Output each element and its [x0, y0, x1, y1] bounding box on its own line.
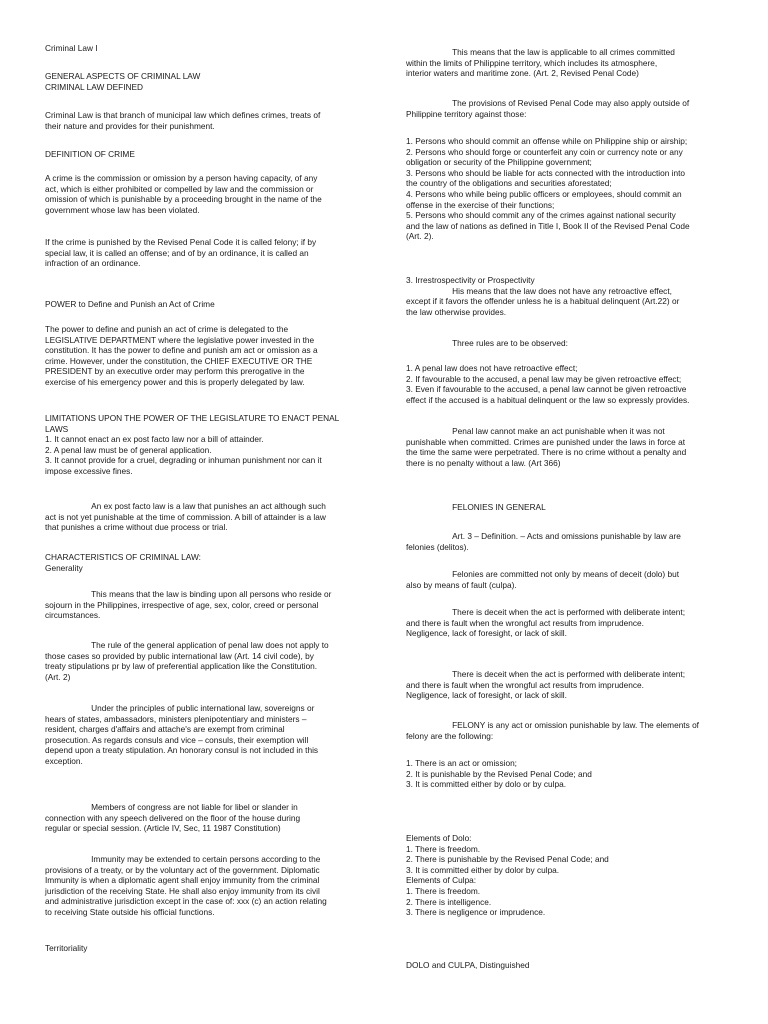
paragraph-three-rules: Three rules are to be observed: — [406, 338, 568, 348]
paragraph-deceit-2: There is deceit when the act is performed with deliberate intent; and there is fault when the wrongful act results from imprudence. Negligence, lack of foresight, or lack of skill. — [406, 669, 686, 701]
paragraph-territoriality: This means that the law is applicable to all crimes committed within the limits of Philippine territory, which includes its atmosphere, interior waters and maritime zone. (Art. 2, Revised Penal Code) — [406, 47, 675, 79]
section-heading-characteristics: CHARACTERISTICS OF CRIMINAL LAW: Generality — [45, 552, 201, 573]
paragraph-general-application: The rule of the general application of penal law does not apply to those cases so provided by public international law (Art. 14 civil code), by treaty stipulations pr by law of preferential application like the Constitution. (Art. 2) — [45, 640, 329, 682]
paragraph-deceit-1: There is deceit when the act is performed with deliberate intent; and there is fault when the wrongful act results from imprudence. Negligence, lack of foresight, or lack of skill. — [406, 607, 686, 639]
paragraph-power: The power to define and punish an act of crime is delegated to the LEGISLATIVE DEPARTMENT where the legislative power invested in the constitution. It has the power to define and punish am act or omission as a crime. However, under the constitution, the CHIEF EXECUTIVE OR THE PRESIDENT by an executive order may perform this prerogative in the exercise of his emergency power and this is properly delegated by law. — [45, 324, 318, 387]
paragraph-crime-definition: A crime is the commission or omission by a person having capacity, of any act, which is either prohibited or compelled by law and the commission or omission of which is punishable by a proceeding brought in the name of the government whose law has been violated. — [45, 173, 322, 215]
list-felony-elements: 1. There is an act or omission; 2. It is punishable by the Revised Penal Code; and 3. It is committed either by dolo or by culpa. — [406, 758, 592, 790]
section-heading-territoriality: Territoriality — [45, 943, 88, 953]
paragraph-art-3: Art. 3 – Definition. – Acts and omissions punishable by law are felonies (delitos). — [406, 531, 681, 552]
paragraph-felony-offense: If the crime is punished by the Revised Penal Code it is called felony; if by special law, it is called an offense; and of by an ordinance, it is called an infraction of an ordinance. — [45, 237, 317, 269]
paragraph-felony-elements: FELONY is any act or omission punishable by law. The elements of felony are the following: — [406, 720, 699, 741]
section-heading-power: POWER to Define and Punish an Act of Crime — [45, 299, 215, 309]
paragraph-members-of-congress: Members of congress are not liable for libel or slander in connection with any speech delivered on the floor of the house during regular or special session. (Article IV, Sec, 11 1987 Constitution) — [45, 802, 301, 834]
section-limitations: LIMITATIONS UPON THE POWER OF THE LEGISLATURE TO ENACT PENAL LAWS 1. It cannot enact an ex post facto law nor a bill of attainder. 2. A penal law must be of general application. 3. It cannot provide for a cruel, degrading or inhuman punishment nor can it impose excessive fines. — [45, 413, 340, 476]
paragraph-criminal-law-definition: Criminal Law is that branch of municipal law which defines crimes, treats of their nature and provides for their punishment. — [45, 110, 321, 131]
list-elements-dolo-culpa: Elements of Dolo: 1. There is freedom. 2. There is punishable by the Revised Penal Code; and 3. It is committed either by dolor by culpa. Elements of Culpa: 1. There is freedom. 2. There is intelligence. 3. There is negligence or imprudence. — [406, 833, 609, 918]
section-heading-felonies: FELONIES IN GENERAL — [406, 502, 546, 512]
section-heading-dolo-culpa: DOLO and CULPA, Distinguished — [406, 960, 530, 970]
section-heading-definition-of-crime: DEFINITION OF CRIME — [45, 149, 135, 159]
document-title: Criminal Law I — [45, 43, 98, 53]
list-persons: 1. Persons who should commit an offense while on Philippine ship or airship; 2. Persons who should forge or counterfeit any coin or currency note or any obligation or security of the Philippine government; 3. Persons who should be liable for acts connected with the introduction into the country of the obligations and securities aforestated; 4. Persons who while being public officers or employees, should commit an offense in the exercise of their functions; 5. Persons who should commit any of the crimes against national security and the law of nations as defined in Title I, Book II of the Revised Penal Code (Art. 2). — [406, 136, 690, 242]
section-heading-general-aspects: GENERAL ASPECTS OF CRIMINAL LAW CRIMINAL LAW DEFINED — [45, 71, 201, 92]
paragraph-felonies-committed: Felonies are committed not only by means of deceit (dolo) but also by means of fault (culpa). — [406, 569, 680, 590]
paragraph-immunity: Immunity may be extended to certain persons according to the provisions of a treaty, or by the voluntary act of the government. Diplomatic Immunity is when a diplomatic agent shall enjoy immunity from the criminal jurisdiction of the receiving State. He shall also enjoy immunity from its civil and administrative jurisdiction except in the case of: xxx (c) an action relating to receiving State outside his official functions. — [45, 854, 327, 917]
paragraph-outside-territory: The provisions of Revised Penal Code may also apply outside of Philippine territory against those: — [406, 98, 690, 119]
paragraph-ex-post-facto: An ex post facto law is a law that punishes an act although such act is not yet punishable at the time of commission. A bill of attainder is a law that punishes a crime without due process or trial. — [45, 501, 326, 533]
paragraph-generality: This means that the law is binding upon all persons who reside or sojourn in the Philippines, irrespective of age, sex, color, creed or personal circumstances. — [45, 589, 332, 621]
list-rules: 1. A penal law does not have retroactive effect; 2. If favourable to the accused, a penal law may be given retroactive effect; 3. Even if favourable to the accused, a penal law cannot be given retroactive effect if the accused is a habitual delinquent or the law so expressly provides. — [406, 363, 690, 405]
paragraph-international-law: Under the principles of public international law, sovereigns or hears of states, ambassadors, ministers plenipotentiary and ministers – resident, charges d'affairs and attache's are exempt from criminal prosecution. As regards consuls and vice – consuls, their exemption will depend upon a treaty stipulation. An honorary consul is not included in this exception. — [45, 703, 319, 766]
section-irretrospectivity: 3. Irrestrospectivity or Prospectivity His means that the law does not have any retroactive effect, except if it favors the offender unless he is a habitual delinquent (Art.22) or the law otherwise provides. — [406, 275, 680, 317]
paragraph-penal-law: Penal law cannot make an act punishable when it was not punishable when committed. Crimes are punished under the laws in force at the time the same were perpetrated. There is no crime without a penalty and there is no penalty without a law. (Art 366) — [406, 426, 687, 468]
